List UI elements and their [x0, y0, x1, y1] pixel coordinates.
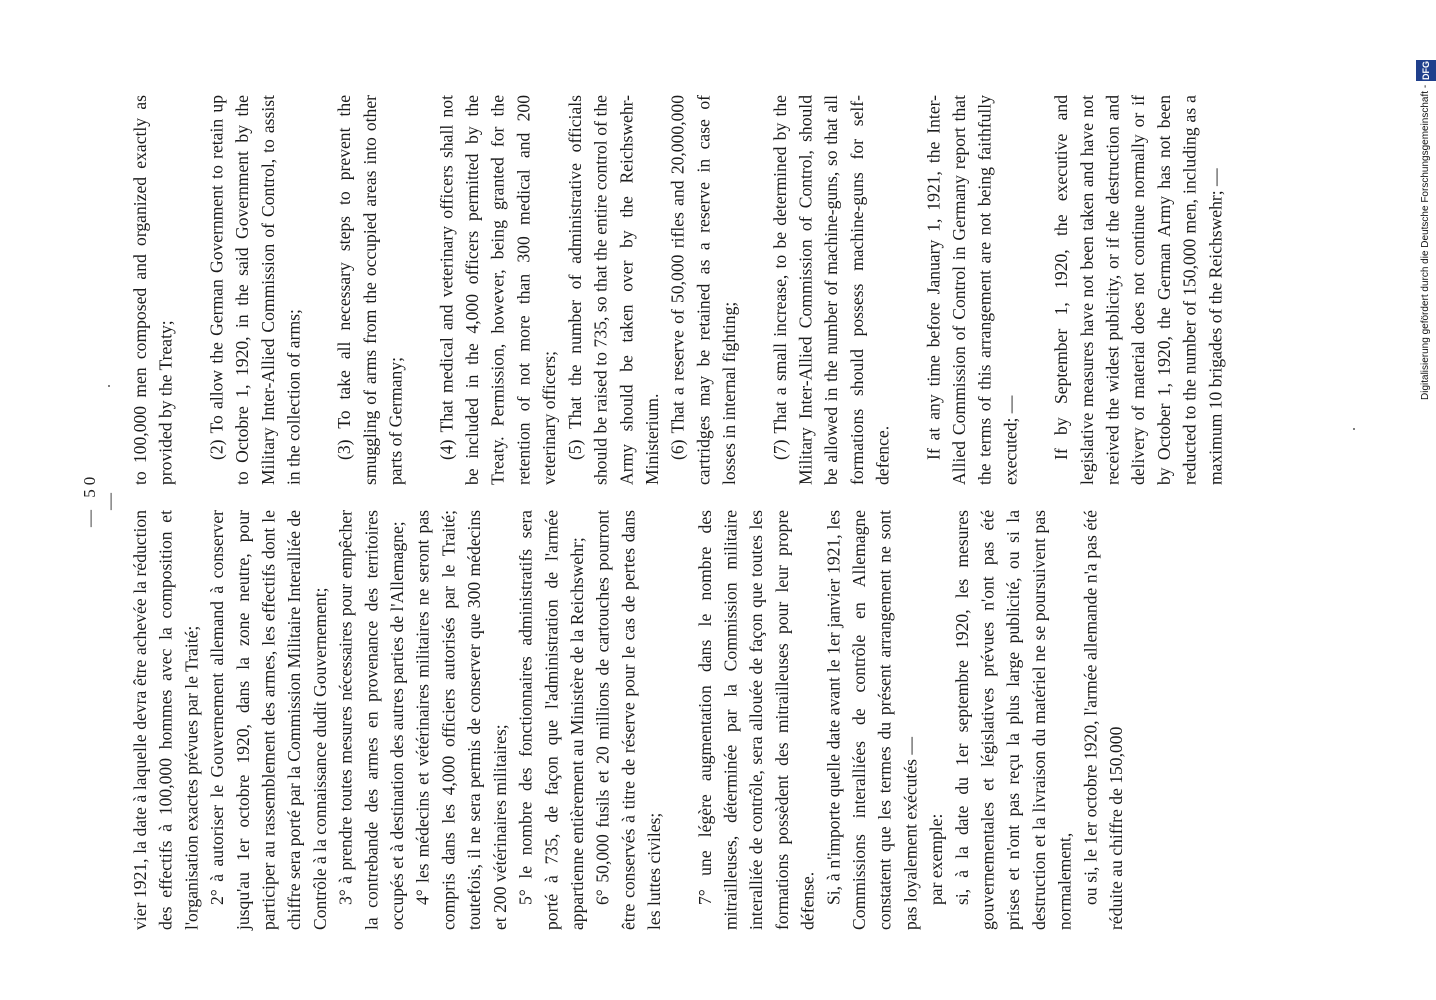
fr-para-5: 6° 50,000 fusils et 20 millions de cartouches pourront être conservés à titre de réserve pour le cas de pertes dans les luttes civiles;	[592, 510, 665, 930]
en-para-2: (3) To take all necessary steps to prevent the smuggling of arms from the occupied areas into other parts of Germany;	[334, 95, 406, 485]
fr-para-1: 2° à autoriser le Gouvernement allemand à conserver jusqu'au 1er octobre 1920, dans la zone neutre, pour participer au rassemblement des armes, les effectifs dont le chiffre sera porté par la Commission Militaire Interalliée de Contrôle à la connaissance dudit Gouvernement;	[207, 510, 330, 930]
fr-para-10: ou si, le 1er octobre 1920, l'armée allemande n'a pas été réduite au chiffre de 150,000	[1080, 510, 1127, 930]
en-para-0: to 100,000 men composed and organized exactly as provided by the Treaty;	[130, 95, 176, 485]
fr-para-8: par exemple:	[926, 813, 947, 905]
fr-para-4: 5° le nombre des fonctionnaires administratifs sera porté à 735, de façon que l'administration de l'armée appartienne entièrement au Ministère de la Reichswehr;	[515, 510, 587, 930]
digitization-note	[1418, 4, 1434, 400]
en-para-5: (6) That a reserve of 50,000 rifles and 20,000,000 cartridges may be retained as a reserve in case of losses in internal fighting;	[667, 95, 740, 485]
fr-para-0: vier 1921, la date à laquelle devra être achevée la réduction des effectifs à 100,000 hommes avec la composition et l'organisation exactes prévues par le Traité;	[130, 510, 202, 930]
en-para-8: If by September 1, 1920, the executive and legislative measures have not been taken and have not received the widest publicity, or if the destruction and delivery of material does not continue normally or if by October 1, 1920, the German Army has not been reducted to the number of 150,000 men, including as a maximum 10 brigades of the Reichswehr; —	[1051, 95, 1226, 485]
french-column	[128, 510, 1127, 930]
scan-speck	[1353, 428, 1355, 430]
fr-para-3: 4° les médecins et vétérinaires militaires ne seront pas compris dans les 4,000 officiers autorisés par le Traité; toutefois, il ne sera permis de conserver que 300 médecins et 200 vétérinaires militaires;	[412, 510, 510, 930]
en-para-1: (2) To allow the German Government to retain up to Octobre 1, 1920, in the said Government by the Military Inter-Allied Commission of Control, to assist in the collection of arms;	[206, 95, 304, 485]
digitization-note-text: Digitalisierung gefördert durch die Deutsche Forschungsgemeinschaft -	[1420, 84, 1431, 400]
fr-para-9: si, à la date du 1er septembre 1920, les mesures gouvernementales et législatives prévues n'ont pas été prises et n'ont pas reçu la plus large publicité, ou si la destruction et la livraison du matériel ne se poursuivent pas normalement,	[951, 510, 1075, 930]
en-para-3: (4) That medical and veterinary officers shall not be included in the 4,000 officers permitted by the Treaty. Permission, however, being granted for the retention of not more than 300 medical and 200 veterinary officers;	[436, 95, 560, 485]
page-number: — 50 —	[80, 472, 119, 528]
en-para-7: If at any time before January 1, 1921, the Inter-Allied Commission of Control in Germany report that the terms of this arrangement are not being faithfully executed; —	[923, 95, 1021, 485]
en-para-6: (7) That a small increase, to be determined by the Military Inter-Allied Commission of Control, should be allowed in the number of machine-guns, so that all formations should possess machine-guns for self-defence.	[769, 95, 893, 485]
fr-para-7: Si, à n'importe quelle date avant le 1er janvier 1921, les Commissions interalliées de contrôle en Allemagne constatent que les termes du présent arrangement ne sont pas loyalement exécutés —	[823, 510, 921, 930]
fr-para-2: 3° à prendre toutes mesures nécessaires pour empêcher la contrebande des armes en provenance des territoires occupés et à destination des autres parties de l'Allemagne;	[335, 510, 408, 930]
english-column	[128, 95, 1308, 485]
dfg-logo: DFG	[1416, 60, 1436, 81]
fr-para-6: 7° une légère augmentation dans le nombre des mitrailleuses, déterminée par la Commission militaire interalliée de contrôle, sera allouée de façon que toutes les formations possèdent des mitrailleuses pour leur propre défense.	[694, 510, 818, 930]
en-para-4: (5) That the number of administrative officials should be raised to 735, so that the entire control of the Army should be taken over by the Reichswehr-Ministerium.	[564, 95, 662, 485]
scan-speck	[108, 385, 110, 387]
